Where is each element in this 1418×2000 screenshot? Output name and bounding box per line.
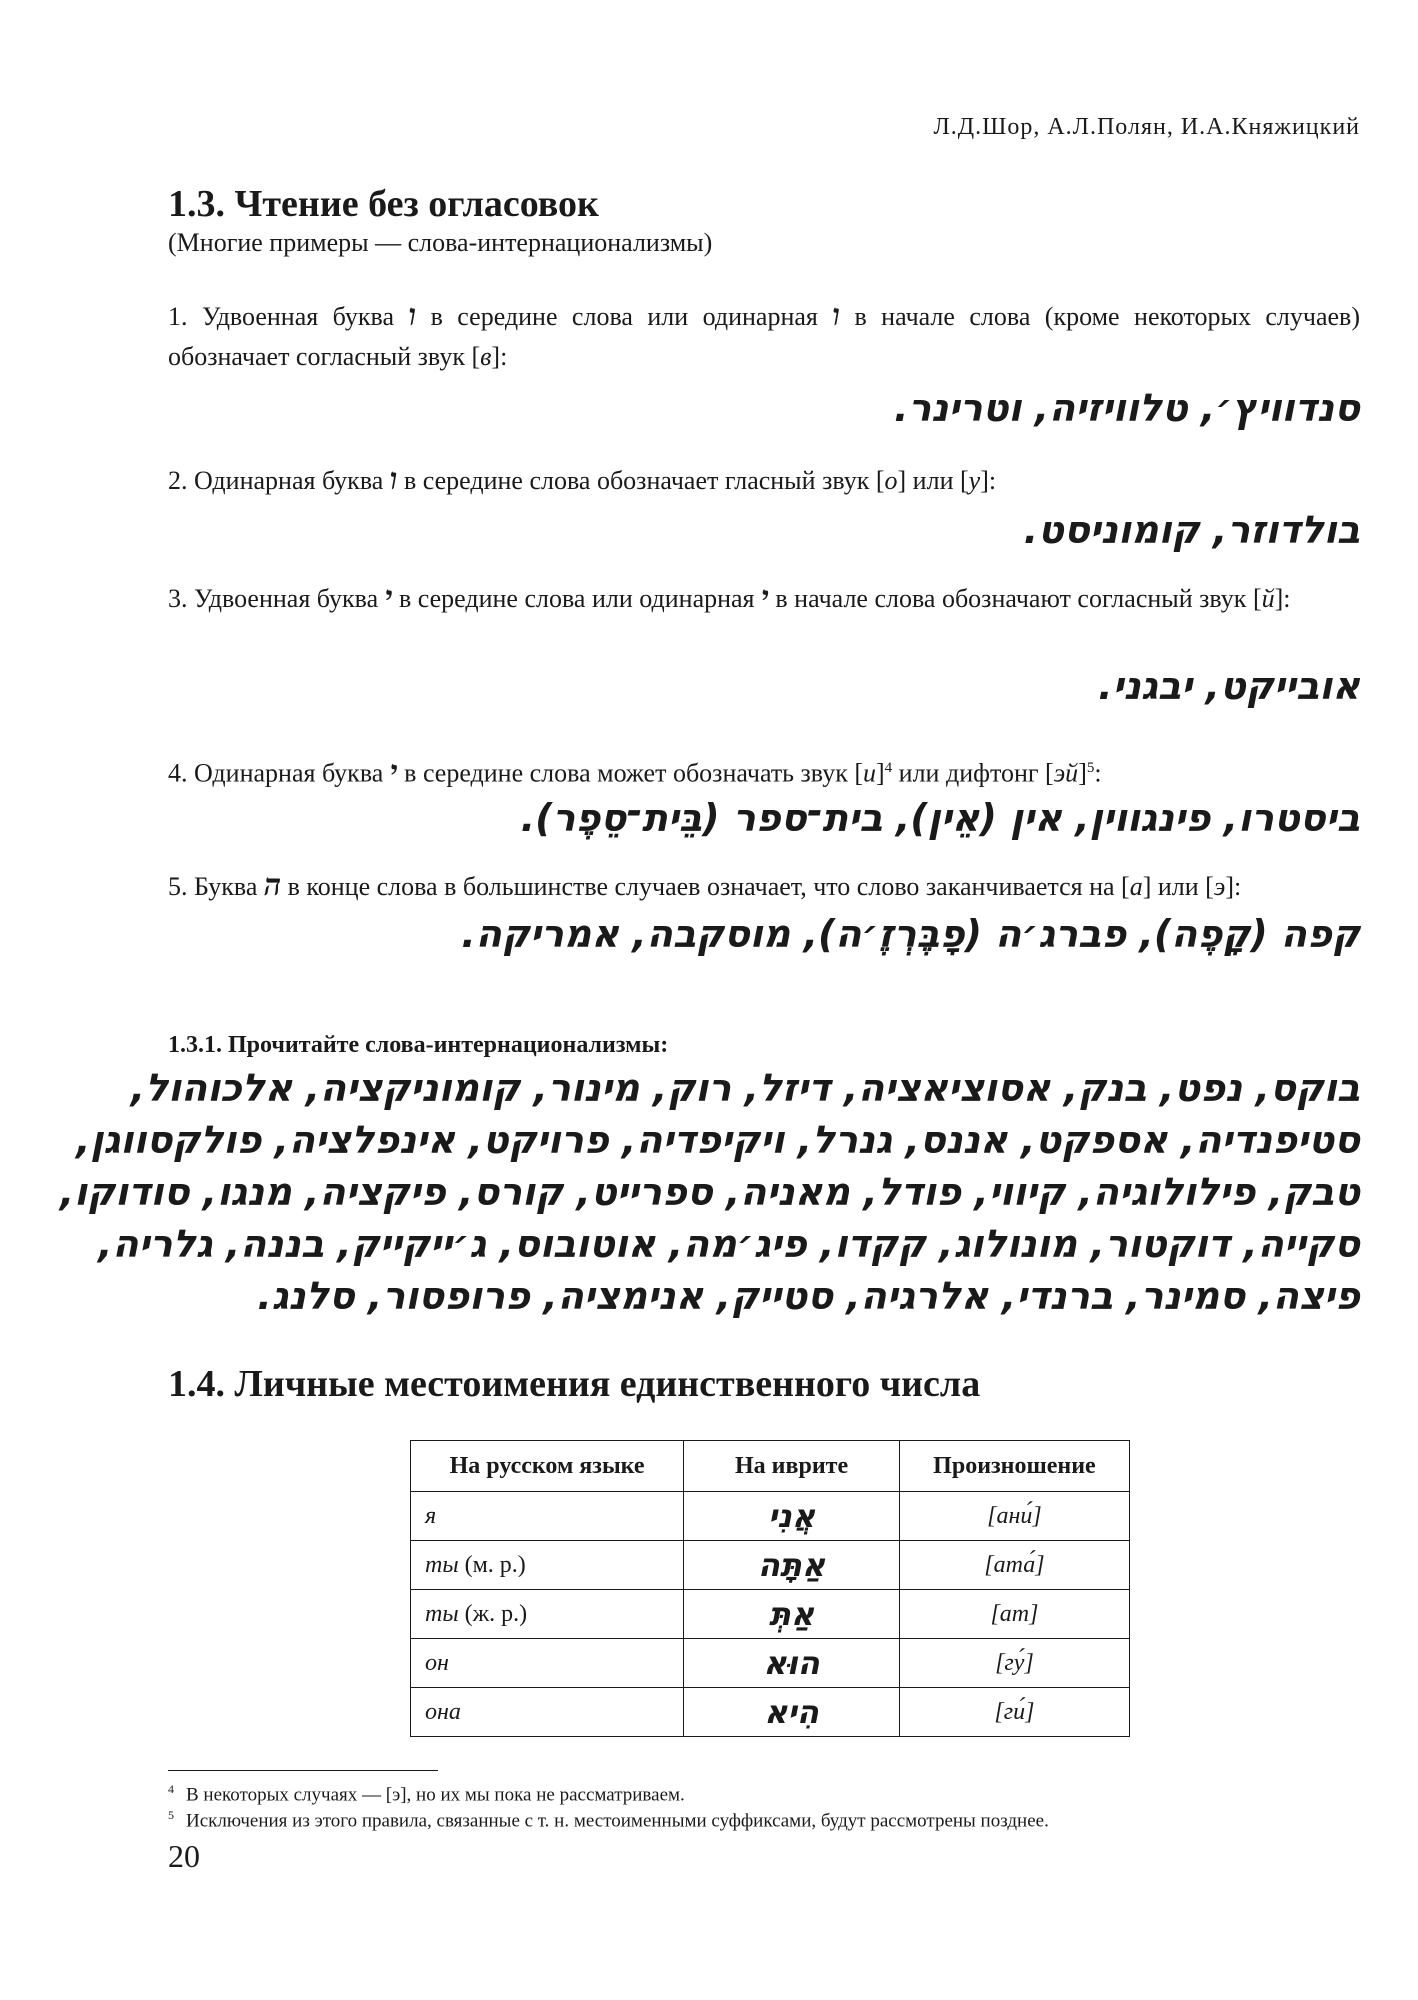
hebrew-cell: הִיא <box>684 1688 900 1737</box>
section-1-4-title: 1.4. Личные местоимения единственного числа <box>168 1363 981 1405</box>
table-row <box>411 1492 1130 1541</box>
vav-glyph: ו <box>389 463 398 496</box>
col-header-russian: На русском языке <box>411 1441 684 1492</box>
hebrew-cell: אֲנִי <box>684 1492 900 1541</box>
he-glyph: ה <box>263 869 282 902</box>
rule-1: 1. Удвоенная буква ו в середине слова или одинарная ו в начале слова (кроме некоторых случаев) обозначает согласный звук [в]: <box>168 299 1360 371</box>
rule-4-example: ביסטרו, פינגווין, אין (אֵין), בית־ספר (בֵּית־סֵפֶר). <box>520 796 1360 840</box>
table-row <box>411 1590 1130 1639</box>
hebrew-cell: אַתָּה <box>684 1541 900 1590</box>
section-1-3-subtitle: (Многие примеры — слова-интернационализмы) <box>168 228 713 257</box>
vav-glyph: ו <box>408 299 417 332</box>
footnote-ref-4: 4 <box>884 760 893 776</box>
footnote-5: $^5$ Исключения из этого правила, связанные с т. н. местоименными суффиксами, будут рассмотрены позднее. <box>168 1808 1049 1832</box>
pronunciation-cell: [гу́] <box>899 1639 1129 1688</box>
rule-5: 5. Буква ה в конце слова в большинстве случаев означает, что слово заканчивается на [а] или [э]: <box>168 869 1242 902</box>
vav-glyph: ו <box>832 299 840 332</box>
exercise-title: 1.3.1. Прочитайте слова-интернационализмы: <box>168 1032 669 1058</box>
table-row <box>411 1639 1130 1688</box>
rule-2-example: בולדוזר, קומוניסט. <box>1023 508 1360 552</box>
col-header-hebrew: На иврите <box>684 1441 900 1492</box>
section-1-3-title: 1.3. Чтение без огласовок <box>168 183 599 225</box>
exercise-line: סטיפנדיה, אספקט, אננס, גנרל, ויקיפדיה, פרויקט, אינפלציה, פולקסווגן, <box>75 1118 1360 1162</box>
table-row <box>411 1541 1130 1590</box>
pronunciation-cell: [ат] <box>899 1590 1129 1639</box>
running-header: Л.Д.Шор, А.Л.Полян, И.А.Княжицкий <box>933 114 1360 140</box>
exercise-line: פיצה, סמינר, ברנדי, אלרגיה, סטייק, אנימציה, פרופסור, סלנג. <box>257 1274 1360 1318</box>
rule-3-example: אובייקט, יבגני. <box>1098 664 1360 708</box>
yod-glyph: י <box>761 581 769 614</box>
russian-cell: ты (м. р.) <box>411 1541 684 1590</box>
rule-1-example: סנדוויץ׳, טלוויזיה, וטרינר. <box>893 386 1360 430</box>
hebrew-cell: אַתְּ <box>684 1590 900 1639</box>
exercise-words <box>59 1062 1360 1322</box>
pronouns-table <box>410 1440 1130 1737</box>
pronunciation-cell: [ги́] <box>899 1688 1129 1737</box>
pronunciation-cell: [ата́] <box>899 1541 1129 1590</box>
exercise-line: טבק, פילולוגיה, קיווי, פודל, מאניה, ספרייט, קורס, פיקציה, מנגו, סודוקו, <box>59 1170 1360 1214</box>
footnote-ref-5: 5 <box>1086 760 1095 776</box>
table-row <box>411 1688 1130 1737</box>
rule-4: 4. Одинарная буква י в середине слова может обозначать звук $[и]^4$ или дифтонг [эй]$^5$: <box>168 755 1102 789</box>
footnote-divider <box>168 1770 438 1771</box>
russian-cell: я <box>411 1492 684 1541</box>
russian-cell: он <box>411 1639 684 1688</box>
pronunciation-cell: [ани́] <box>899 1492 1129 1541</box>
exercise-line: סקייה, דוקטור, מונולוג, קקדו, פיג׳מה, אוטובוס, ג׳ייקייק, בננה, גלריה, <box>98 1222 1360 1266</box>
rule-2: 2. Одинарная буква ו в середине слова обозначает гласный звук [о] или [у]: <box>168 463 997 496</box>
russian-cell: она <box>411 1688 684 1737</box>
yod-glyph: י <box>384 581 393 614</box>
exercise-line: בוקס, נפט, בנק, אסוציאציה, דיזל, רוק, מינור, קומוניקציה, אלכוהול, <box>130 1066 1360 1110</box>
yod-glyph: י <box>389 755 398 789</box>
rule-5-example: קפה (קָפֶה), פברג׳ה (פָבֶּרְזֶ׳ה), מוסקבה, אמריקה. <box>461 912 1360 956</box>
table-header-row <box>411 1441 1130 1492</box>
hebrew-cell: הוּא <box>684 1639 900 1688</box>
russian-cell: ты (ж. р.) <box>411 1590 684 1639</box>
col-header-pronunciation: Произношение <box>899 1441 1129 1492</box>
footnote-4: $^4$ В некоторых случаях — [э], но их мы пока не рассматриваем. <box>168 1782 685 1806</box>
rule-3: 3. Удвоенная буква י в середине слова или одинарная י в начале слова обозначают согласный звук [й]: <box>168 581 1291 614</box>
page-number: 20 <box>168 1838 200 1874</box>
